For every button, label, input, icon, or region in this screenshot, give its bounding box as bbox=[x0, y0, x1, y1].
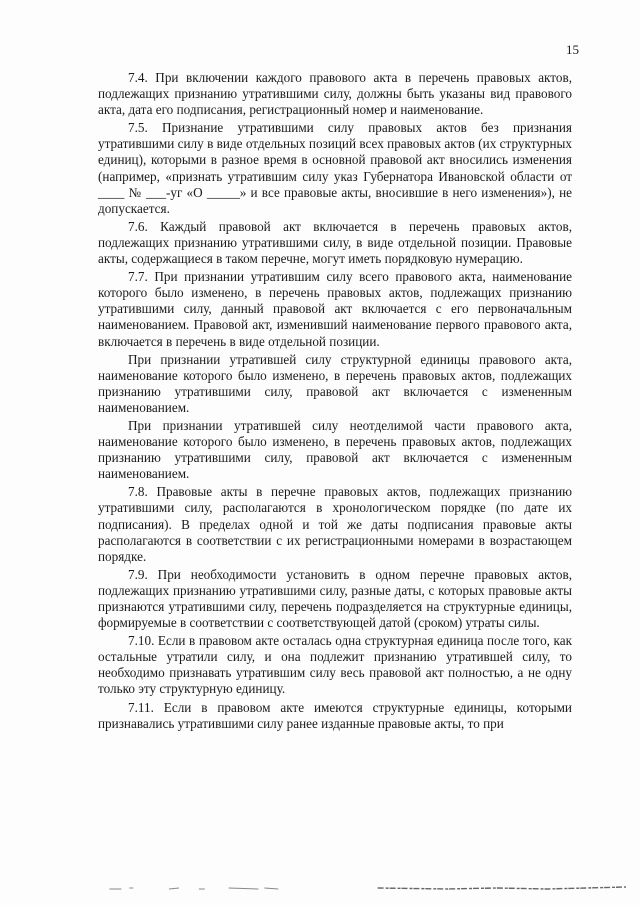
scan-noise-icon bbox=[30, 880, 626, 894]
paragraph-7-10: 7.10. Если в правовом акте осталась одна структурная единица после того, как остальные утратили силу, и она подлежит признанию утратившей силу, то необходимо признавать утратившим силу весь правовой акт полностью, а не одну только эту структурную единицу. bbox=[98, 633, 572, 697]
paragraph-7-5: 7.5. Признание утратившими силу правовых актов без признания утратившими силу в виде отдельных позиций всех правовых актов (их структурных единиц), которыми в разное время в основной правовой акт вносились изменения (например, «признать утратившим силу указ Губернатора Ивановской области от ____ № ___-уг «О _____» и все правовые акты, вносившие в него изменения»), не допускается. bbox=[98, 120, 572, 216]
paragraph-7-4: 7.4. При включении каждого правового акта в перечень правовых актов, подлежащих признанию утратившими силу, должны быть указаны вид правового акта, дата его подписания, регистрационный номер и наименование. bbox=[98, 70, 572, 118]
paragraph-7-9: 7.9. При необходимости установить в одном перечне правовых актов, подлежащих признанию утратившими силу, разные даты, с которых правовые акты признаются утратившими силу, перечень подразделяется на структурные единицы, формируемые в соответствии с соответствующей датой (сроком) утраты силы. bbox=[98, 566, 572, 631]
paragraph-7-6: 7.6. Каждый правовой акт включается в перечень правовых актов, подлежащих признанию утратившими силу, в виде отдельной позиции. Правовые акты, содержащиеся в таком перечне, могут иметь порядковую нумерацию. bbox=[98, 218, 572, 267]
paragraph-7-8: 7.8. Правовые акты в перечне правовых актов, подлежащих признанию утратившими силу, располагаются в хронологическом порядке (по дате их подписания). В пределах одной и той же даты подписания правовые акты располагаются в соответствии с их регистрационными номерами в возрастающем порядке. bbox=[98, 484, 572, 564]
page-number: 15 bbox=[566, 42, 579, 57]
paragraph-7-11: 7.11. Если в правовом акте имеются структурные единицы, которыми признавались утратившими силу ранее изданные правовые акты, то при bbox=[98, 699, 572, 731]
scan-artifact-edge bbox=[30, 880, 626, 894]
paragraph-7-7: 7.7. При признании утратившим силу всего правового акта, наименование которого было изменено, в перечень правовых актов, подлежащих признанию утратившими силу, данный правовой акт включается с его первоначальным наименованием. Правовой акт, изменивший наименование первого правового акта, включается в перечень в виде отдельной позиции. bbox=[98, 269, 572, 349]
document-body bbox=[98, 70, 572, 732]
paragraph-7-7-structural-unit: При признании утратившей силу структурной единицы правового акта, наименование которого было изменено, в перечень правовых актов, подлежащих признанию утратившими силу, правовой акт включается с измененным наименованием. bbox=[98, 351, 572, 415]
paragraph-7-7-inseparable-part: При признании утратившей силу неотделимой части правового акта, наименование которого было изменено, в перечень правовых актов, подлежащих признанию утратившими силу, правовой акт включается с измененным наименованием. bbox=[98, 417, 572, 482]
